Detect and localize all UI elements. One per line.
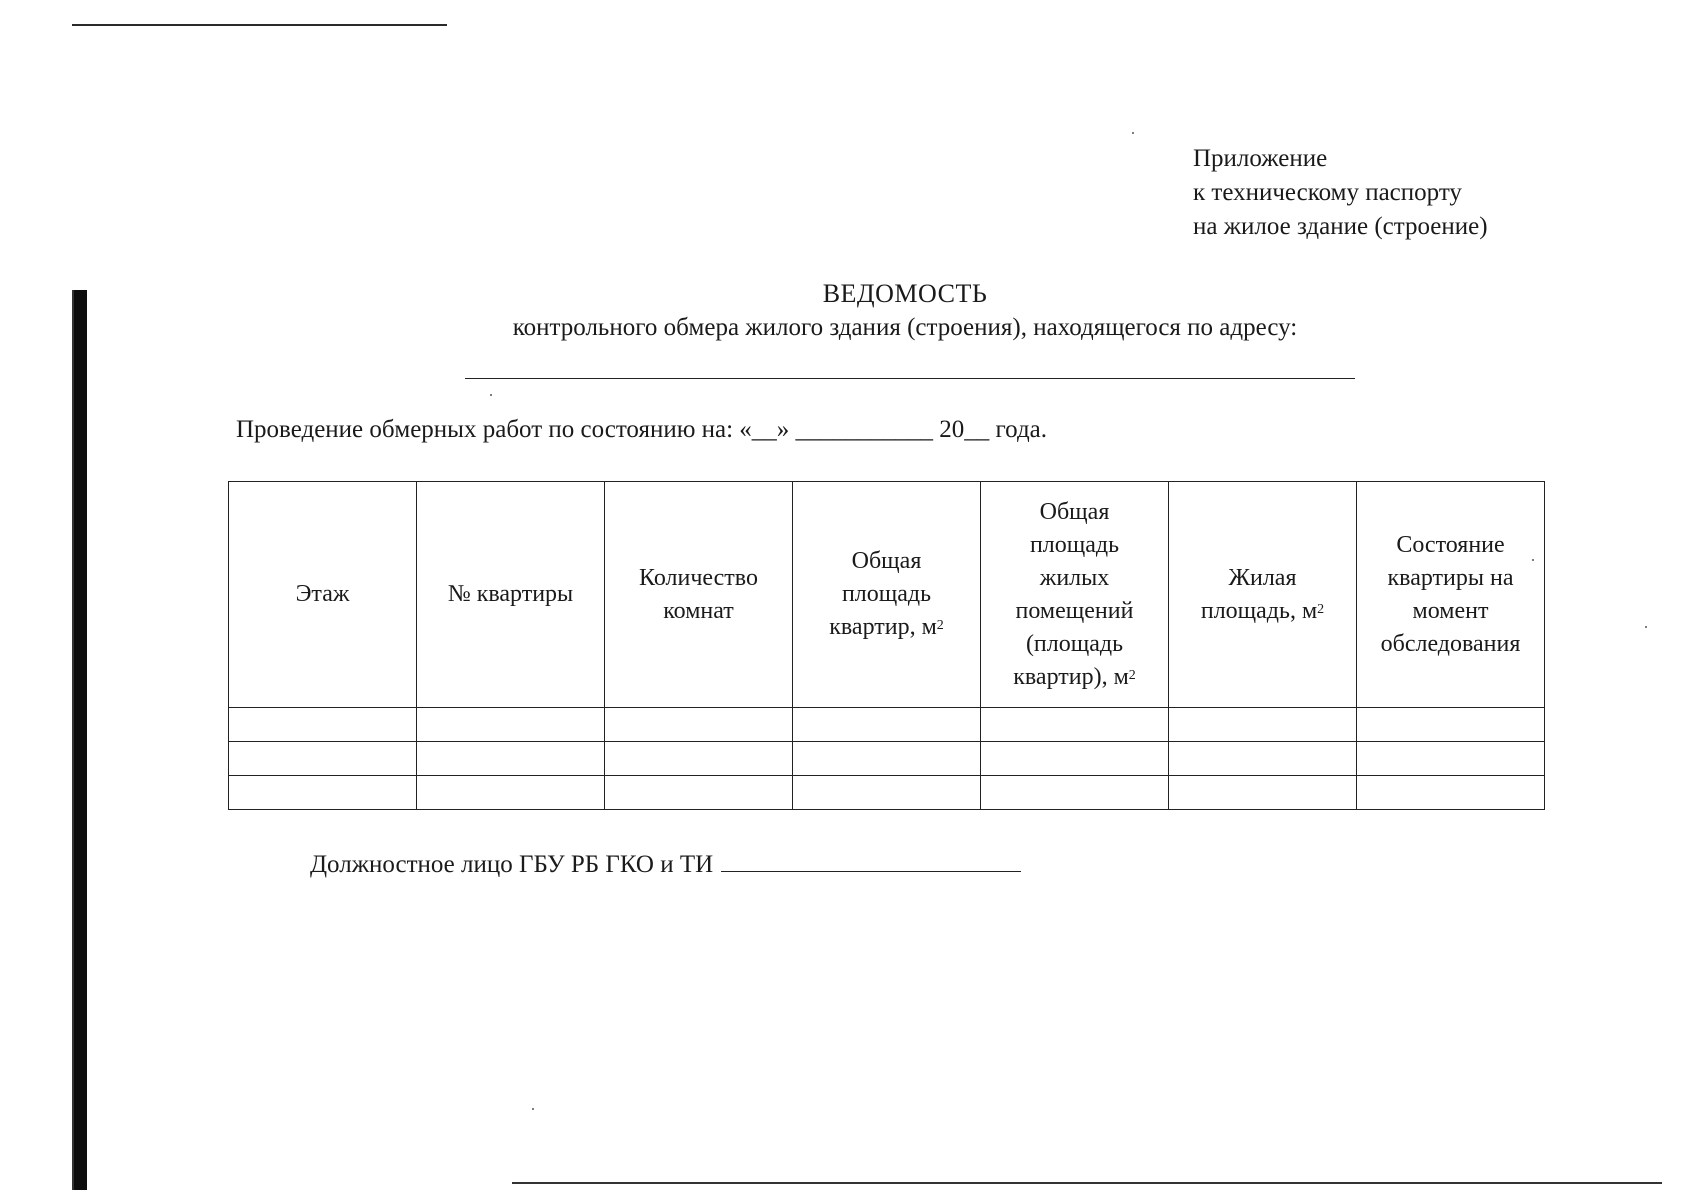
scan-edge-top [72,24,447,26]
table-cell [605,708,793,742]
scan-speck [490,394,492,396]
scan-speck [1645,626,1647,628]
signature-section [310,847,1021,879]
table-header-row [229,482,1545,708]
table-cell [1357,708,1545,742]
appendix-line: на жилое здание (строение) [1193,213,1488,240]
table-row [229,742,1545,776]
document-subtitle: контрольного обмера жилого здания (строения), находящегося по адресу: [512,314,1298,341]
table-cell [605,742,793,776]
table-cell [981,776,1169,810]
appendix-line: Приложение [1193,145,1328,172]
table-cell [1357,776,1545,810]
table-cell [1357,742,1545,776]
table-cell [417,776,605,810]
scan-speck [1132,132,1134,134]
column-header-apartment-number: № квартиры [417,482,605,708]
table-cell [229,742,417,776]
table-cell [981,742,1169,776]
column-header-living-area: Жилая площадь, $м^2$ [1169,482,1357,708]
table-cell [1169,742,1357,776]
column-header-total-living-premises-area: Общая площадь жилых помещений (площадь квартир), $м^2$ [981,482,1169,708]
column-header-total-apartment-area: Общая площадь квартир, $м^2$ [793,482,981,708]
column-header-floor: Этаж [229,482,417,708]
table-cell [229,708,417,742]
table-cell [229,776,417,810]
appendix-line: к техническому паспорту [1193,179,1462,206]
column-header-room-count: Количество комнат [605,482,793,708]
appendix-note [1193,142,1488,244]
table-cell [1169,776,1357,810]
table-row [229,776,1545,810]
address-blank-line [465,378,1355,379]
table-cell [793,708,981,742]
signature-blank-line [721,847,1021,872]
table-cell [417,742,605,776]
measurement-table [228,481,1545,810]
signature-label: Должностное лицо ГБУ РБ ГКО и ТИ [310,851,714,878]
table-cell [793,776,981,810]
scan-edge-bottom [512,1182,1662,1184]
scan-speck [532,1108,534,1110]
table-cell [793,742,981,776]
table-cell [981,708,1169,742]
table-cell [417,708,605,742]
document-title: ВЕДОМОСТЬ [822,279,988,308]
scan-edge-left-bar [74,290,87,1190]
survey-date-line: Проведение обмерных работ по состоянию на: «__» ___________ 20__ года. [236,416,1048,443]
table-cell [605,776,793,810]
column-header-apartment-condition: Состояние квартиры на момент обследования [1357,482,1545,708]
table-row [229,708,1545,742]
table-cell [1169,708,1357,742]
